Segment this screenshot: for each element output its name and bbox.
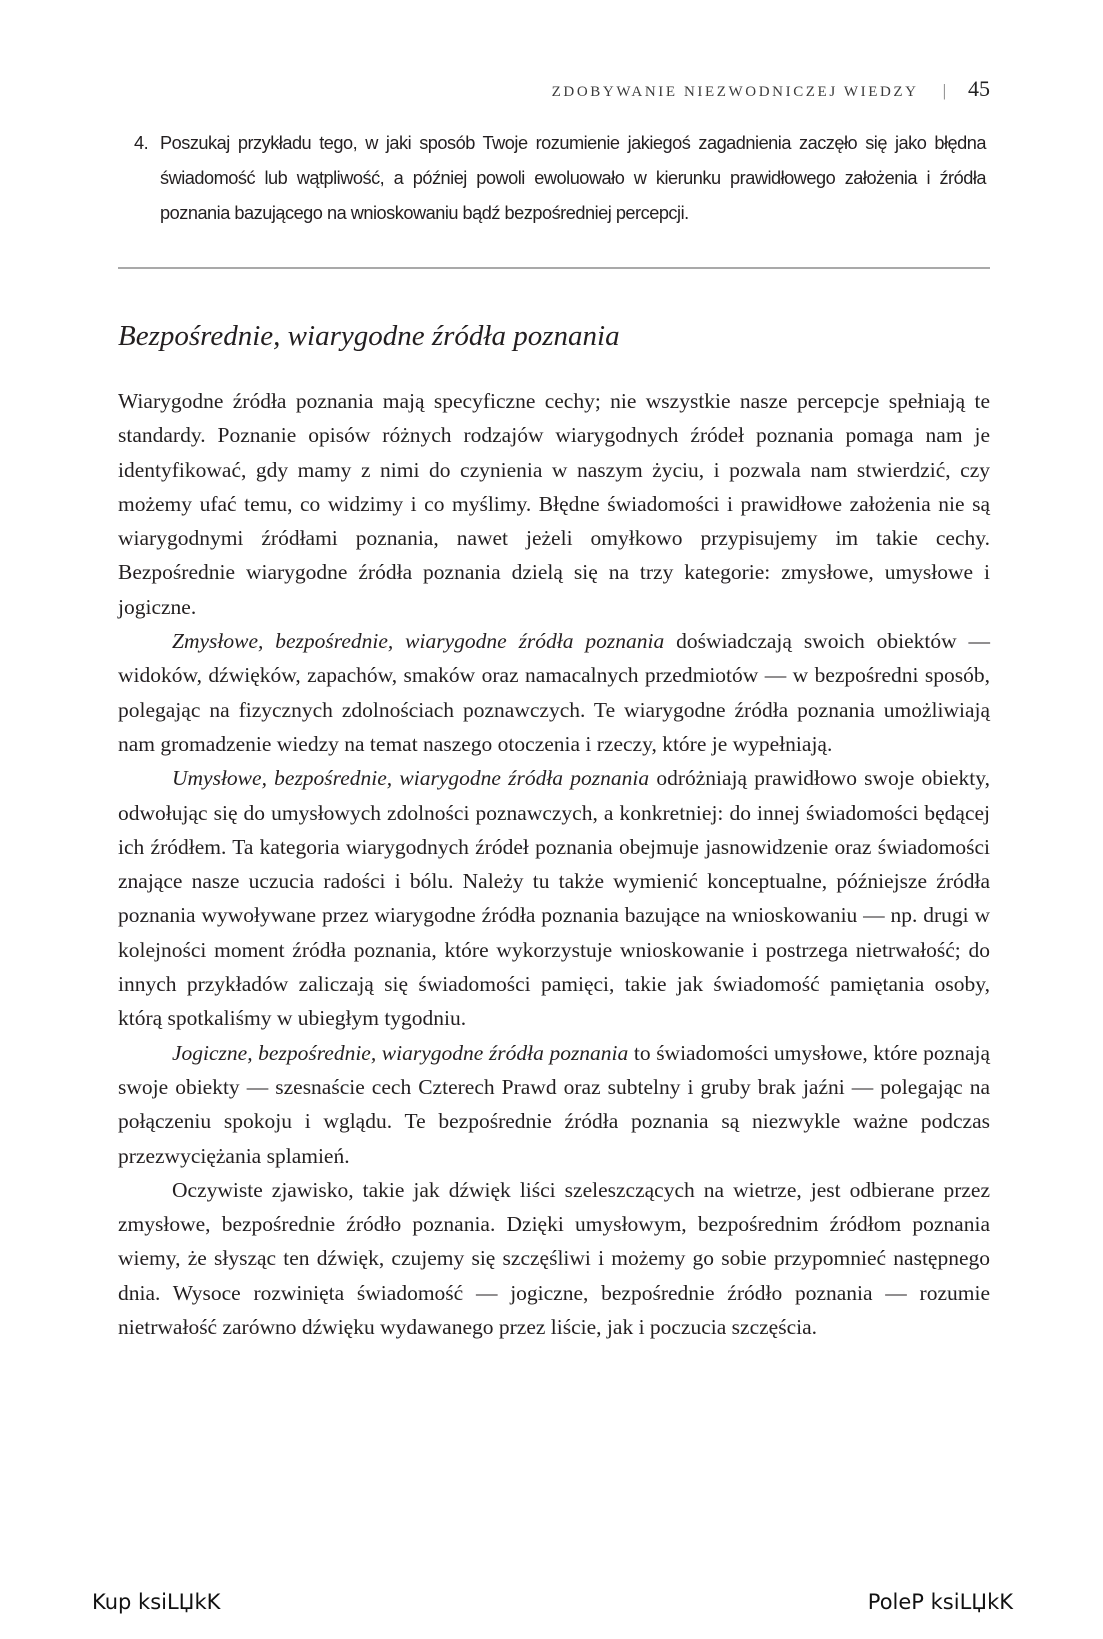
page-number: 45 (968, 76, 990, 101)
recommend-book-link[interactable]: PoleP ksiLЏkK (867, 1590, 1013, 1614)
paragraph-sensory (118, 624, 990, 761)
paragraph-yogic-text: to świadomości umysłowe, które poznają swoje obiekty — szesnaście cech Czterech Prawd oraz subtelny i gruby brak jaźni — polegając na połączeniu spokoju i wglądu. Te bezpośrednie źródła poznania są niezwykle ważne podczas przezwyciężania splamień. (118, 1040, 991, 1168)
term-mental: Umysłowe, bezpośrednie, wiarygodne źródła poznania (172, 766, 650, 791)
running-head (114, 76, 990, 102)
paragraph-sensory-text: doświadczają swoich obiektów — widoków, dźwięków, zapachów, smaków oraz namacalnych przedmiotów — w bezpośredni sposób, polegając na fizycznych zdolnościach poznawczych. Te wiarygodne źródła poznania umożliwiają nam gromadzenie wiedzy na temat naszego otoczenia i rzeczy, które je wypełniają. (118, 629, 991, 756)
exercise-item (134, 126, 986, 231)
buy-book-link[interactable]: Kup ksiLЏkK (92, 1590, 221, 1614)
running-head-separator: | (942, 81, 946, 100)
term-sensory: Zmysłowe, bezpośrednie, wiarygodne źródła poznania (172, 629, 665, 654)
running-head-title: ZDOBYWANIE NIEZWODNICZEJ WIEDZY (551, 84, 919, 100)
exercise-number: 4. (134, 133, 149, 153)
paragraph-intro: Wiarygodne źródła poznania mają specyficzne cechy; nie wszystkie nasze percepcje spełniają te standardy. Poznanie opisów różnych rodzajów wiarygodnych źródeł poznania pomaga nam je identyfikować, gdy mamy z nimi do czynienia w naszym życiu, i pozwala nam stwierdzić, czy możemy ufać temu, co widzimy i co myślimy. Błędne świadomości i prawidłowe założenia nie są wiarygodnymi źródłami poznania, nawet jeżeli omyłkowo przypisujemy im takie cechy. Bezpośrednie wiarygodne źródła poznania dzielą się na trzy kategorie: zmysłowe, umysłowe i jogiczne. (118, 389, 990, 619)
paragraph-example: Oczywiste zjawisko, takie jak dźwięk liści szeleszczących na wietrze, jest odbierane przez zmysłowe, bezpośrednie źródło poznania. Dzięki umysłowym, bezpośrednim źródłom poznania wiemy, że słysząc ten dźwięk, czujemy się szczęśliwi i możemy go sobie przypomnieć następnego dnia. Wysoce rozwinięta świadomość — jogiczne, bezpośrednie źródło poznania — rozumie nietrwałość zarówno dźwięku wydawanego przez liście, jak i poczucia szczęścia. (118, 1177, 990, 1340)
paragraph-mental (118, 761, 990, 1035)
paragraph-yogic (118, 1036, 990, 1173)
section-heading: Bezpośrednie, wiarygodne źródła poznania (118, 320, 620, 352)
section-body (118, 384, 990, 1344)
term-yogic: Jogiczne, bezpośrednie, wiarygodne źródła poznania (172, 1040, 629, 1065)
exercise-text: Poszukaj przykładu tego, w jaki sposób Twoje rozumienie jakiegoś zagadnienia zaczęło się jako błędna świadomość lub wątpliwość, a później powoli ewoluowało w kierunku prawidłowego założenia i źródła poznania bazującego na wnioskowaniu bądź bezpośredniej percepcji. (160, 133, 986, 223)
paragraph-mental-text: odróżniają prawidłowo swoje obiekty, odwołując się do umysłowych zdolności poznawczych, a konkretniej: do innej świadomości będącej ich źródłem. Ta kategoria wiarygodnych źródeł poznania obejmuje jasnowidzenie oraz świadomości znające nasze uczucia radości i bólu. Należy tu także wymienić konceptualne, późniejsze źródła poznania wywoływane przez wiarygodne źródła poznania bazujące na wnioskowaniu — np. drugi w kolejności moment źródła poznania, które wykorzystuje wnioskowanie i postrzega nietrwałość; do innych przykładów zaliczają się świadomości pamięci, takie jak świadomość pamiętania osoby, którą spotkaliśmy w ubiegłym tygodniu. (118, 766, 990, 1031)
section-divider (118, 267, 990, 269)
